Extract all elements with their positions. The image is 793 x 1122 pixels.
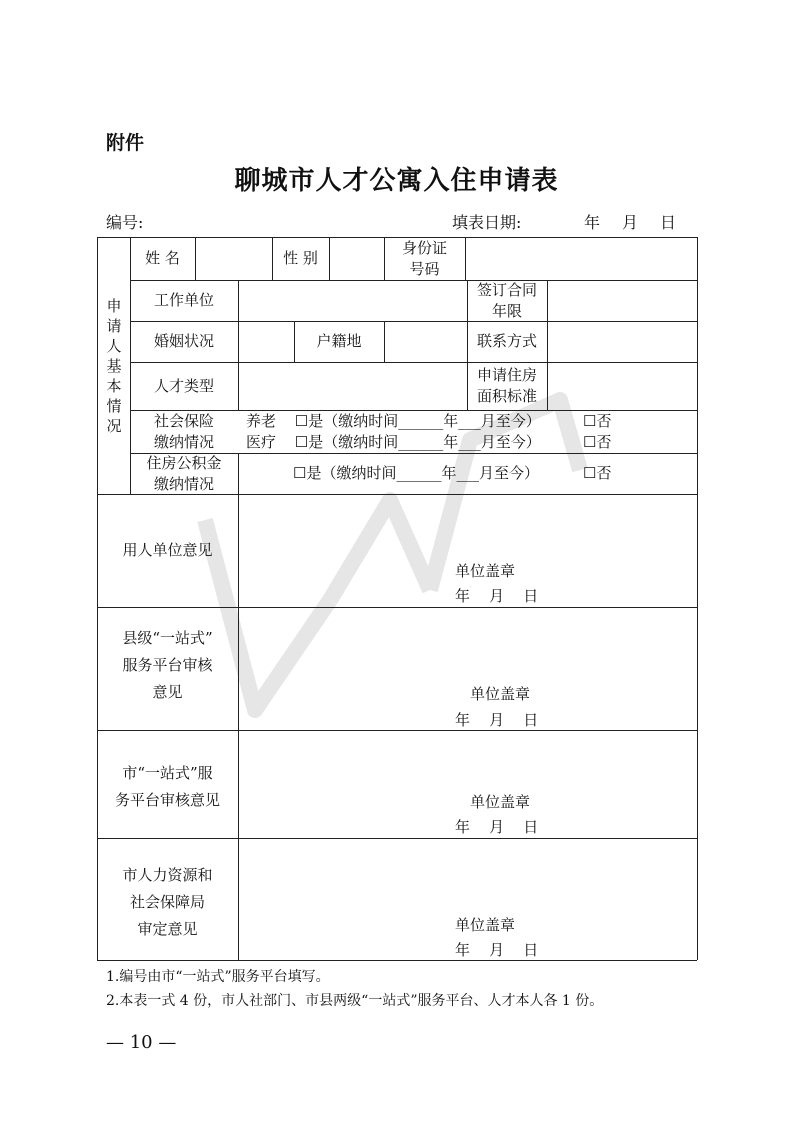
section-label-text: 申请人基本情况	[106, 297, 122, 435]
hr-seal-label: 单位盖章	[455, 916, 516, 934]
seal-month: 月	[489, 711, 505, 729]
city-seal-date	[455, 816, 538, 837]
housing-fund-label	[130, 453, 238, 494]
attachment-label: 附件	[106, 132, 145, 154]
col-line	[465, 237, 466, 280]
medical-label: 医疗	[246, 433, 277, 451]
date-month: 月	[622, 213, 639, 232]
table-border-right	[697, 237, 698, 960]
seal-month: 月	[489, 818, 505, 836]
seal-month: 月	[489, 941, 505, 959]
medical-yes-option[interactable]: ☐是（缴纳时间______年___月至今）	[294, 433, 541, 451]
date-day: 日	[660, 213, 677, 232]
fund-label-line2: 缴纳情况	[153, 474, 214, 493]
row-line	[97, 838, 697, 839]
pension-yes-option[interactable]: ☐是（缴纳时间______年___月至今）	[294, 412, 541, 430]
employer-seal-label: 单位盖章	[455, 562, 516, 580]
contract-years-label	[467, 280, 547, 321]
marital-status-label: 婚姻状况	[153, 332, 214, 350]
city-label-line1: 市“一站式”服	[122, 764, 213, 782]
col-line	[238, 280, 239, 410]
county-label-line1: 县级“一站式”	[122, 628, 213, 647]
page-number: — 10 —	[106, 1032, 177, 1053]
hr-label-line1: 市人力资源和	[122, 865, 213, 884]
county-seal-label: 单位盖章	[470, 685, 531, 703]
work-unit-label: 工作单位	[153, 291, 214, 309]
city-label-line2: 务平台审核意见	[114, 791, 220, 809]
employer-seal-date	[455, 585, 538, 606]
id-label-line1: 身份证	[401, 238, 447, 257]
page-title: 聊城市人才公寓入住申请表	[234, 166, 559, 196]
county-label-line2: 服务平台审核	[122, 655, 213, 674]
contact-label: 联系方式	[476, 332, 537, 350]
id-number-label	[384, 237, 465, 280]
hr-label-line3: 审定意见	[137, 919, 198, 938]
seal-day: 日	[523, 587, 539, 605]
col-line	[384, 321, 385, 362]
col-line	[547, 280, 548, 410]
col-line	[195, 237, 196, 280]
name-label: 姓 名	[145, 249, 180, 267]
hr-seal-date	[455, 939, 538, 960]
social-label-line2: 缴纳情况	[153, 432, 214, 451]
seal-day: 日	[523, 818, 539, 836]
area-standard-label	[467, 362, 547, 410]
employer-opinion-label: 用人单位意见	[122, 541, 213, 559]
city-platform-opinion-label	[97, 757, 238, 817]
col-line	[238, 494, 239, 960]
county-label-line3: 意见	[152, 682, 183, 701]
gender-label: 性 别	[283, 249, 318, 267]
social-insurance-label	[130, 410, 238, 453]
pension-row	[246, 411, 541, 432]
seal-year: 年	[455, 711, 471, 729]
fund-yes-option[interactable]: ☐是（缴纳时间______年___月至今）	[293, 464, 539, 482]
table-border-bottom	[97, 960, 697, 961]
talent-type-label: 人才类型	[153, 376, 214, 395]
medical-no-option[interactable]: ☐否	[583, 433, 612, 451]
city-seal-label: 单位盖章	[470, 793, 531, 811]
date-label: 填表日期:	[452, 213, 522, 232]
row-line	[97, 730, 697, 731]
footnote-1: 1.编号由市“一站式”服务平台填写。	[106, 969, 330, 985]
pension-label: 养老	[246, 412, 277, 430]
date-year: 年	[584, 213, 601, 232]
seal-day: 日	[523, 711, 539, 729]
id-label-line2: 号码	[409, 259, 440, 278]
col-line	[329, 237, 330, 280]
code-label: 编号:	[106, 213, 144, 232]
seal-day: 日	[523, 941, 539, 959]
medical-row	[246, 432, 541, 453]
contract-label-line2: 年限	[491, 301, 522, 320]
social-label-line1: 社会保险	[153, 411, 214, 430]
section-label-applicant	[104, 296, 124, 436]
pension-no-option[interactable]: ☐否	[583, 412, 612, 430]
fund-no-option[interactable]: ☐否	[583, 464, 612, 482]
hr-bureau-opinion-label	[97, 862, 238, 942]
area-label-line1: 申请住房	[476, 366, 537, 384]
seal-month: 月	[489, 587, 505, 605]
date-ymd	[584, 210, 698, 233]
contract-label-line1: 签订合同	[476, 280, 537, 299]
county-platform-opinion-label	[97, 620, 238, 710]
col-line	[238, 453, 239, 494]
seal-year: 年	[455, 818, 471, 836]
seal-year: 年	[455, 941, 471, 959]
county-seal-date	[455, 709, 538, 730]
footnote-2: 2.本表一式 4 份，市人社部门、市县两级“一站式”服务平台、人才本人各 1 份。	[106, 993, 604, 1009]
row-line	[97, 607, 697, 608]
fund-label-line1: 住房公积金	[146, 453, 222, 472]
household-label: 户籍地	[316, 332, 362, 350]
hr-label-line2: 社会保障局	[129, 892, 205, 911]
seal-year: 年	[455, 587, 471, 605]
area-label-line2: 面积标准	[476, 387, 537, 405]
